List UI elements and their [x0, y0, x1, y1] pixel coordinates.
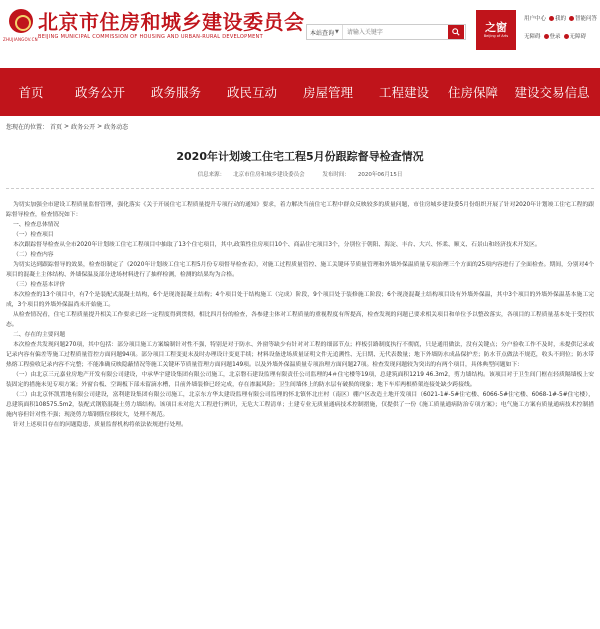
barrier-free-link[interactable] [564, 32, 587, 40]
nav-item-gov-services[interactable]: 政务服务 [150, 85, 201, 100]
user-link-label: 无障碍 [569, 34, 587, 40]
chat-icon [569, 16, 574, 21]
article-paragraph: （二）由北京怀凯置地有限公司建设，富利建设集团有限公司施工，北京东方华太建设监理有限公司监理的怀北镇怀北庄村（南区）棚户区改造土地开发项目（6021-1#-5#住宅楼、6066-5#住宅楼、6068-1#-5#住宅楼），总建筑面积108575.5m2，装配式钢筋混凝土剪力墙结构。该项目未对危大工程进行辨识，无危大工程清单；土建专业无质量通病技术控制措施，仅提供了一份《施工质量通病防治专项方案》；电气施工方案有质量通病技术控制措施内容但针对性不强；现浇剪力墙钢筋位移较大，处理不规范。 [6, 392, 594, 418]
nav-item-construction[interactable]: 工程建设 [378, 85, 429, 100]
nav-item-housing-security[interactable]: 住房保障 [447, 85, 498, 100]
article-paragraph: 针对上述项目存在的问题隐患，质量监督机构将依法依规进行处理。 [12, 422, 187, 428]
breadcrumb-gov-news[interactable]: 政务动态 [104, 124, 129, 131]
article-paragraph: （一）由北京三元嘉业房地产开发有限公司建设，中承华宇建设集团有限公司施工，北京磐石建设监理有限责任公司监理的4＃住宅楼等19项，总建筑面积1219 46.3m2，剪力墙结构。该项目对于卫生间门框在轻质隔墙板上安装固定的措施未见专项方案；外窗台板、空调板下部未留滴水槽，目前外墙装修已经完成，存在渗漏风险；卫生间墙体上的防水层有破损的现象；地下车库两根桥架连接处缺少跨接线。 [6, 372, 594, 388]
user-links-row [524, 14, 598, 22]
meta-source-value: 北京市住房和城乡建设委员会 [233, 172, 305, 178]
smart-qa-link[interactable] [569, 14, 597, 22]
title-divider [6, 188, 594, 189]
login-link[interactable] [544, 32, 561, 40]
section-heading: 二、存在的主要问题 [12, 332, 66, 338]
article-meta [0, 170, 600, 178]
search-scope-label: 本站查询 [310, 29, 335, 37]
user-link-label: 无障碍 [524, 34, 541, 40]
seal-main-text: 之窗 [485, 20, 507, 34]
search-icon [452, 28, 460, 36]
login-icon [544, 34, 549, 39]
site-title[interactable]: 北京市住房和城乡建设委员会 [38, 10, 305, 34]
article-title: 2020年计划竣工住宅工程5月份跟踪督导检查情况 [176, 150, 424, 163]
search-input[interactable] [343, 25, 448, 39]
article-paragraph: 本次检查的13个项目中，有7个是装配式混凝土结构，6个是现浇混凝土结构；4个项目处于结构施工（完成）阶段，9个项目处于装修施工阶段；6个现浇混凝土结构项目设有外墙外保温，其中3个项目的外墙外保温基本施工完成，3个项目的外墙外保温尚未开始施工。 [6, 292, 594, 308]
breadcrumb-separator: > [64, 123, 70, 130]
user-link-label: 用户中心 [524, 16, 547, 22]
article-paragraph: 为切实达到跟踪督导的效果，检查组制定了《2020年计划竣工住宅工程5月份专项督导检查表》，对施工过程质量管控、施工关键环节质量管理和外墙外保温质量专项治理三个方面的25项内容进行了全面检查。期间，分别对4个项目的混凝土主体结构、外墙保温及部分进场材料进行了抽样检测，检测的结果均为合格。 [6, 262, 594, 278]
nav-item-gov-affairs[interactable]: 政务公开 [74, 85, 125, 100]
article-paragraph: 为切实加强全市建设工程质量监督管理，强化落实《关于开展住宅工程质量提升专项行动的通知》要求，着力解决当前住宅工程中群众反映较多的质量问题，市住房城乡建设委5月份组织开展了针对2020年计划竣工住宅工程的跟踪督导检查，检查情况如下： [6, 202, 594, 218]
breadcrumb-prefix: 您现在的位置： [6, 124, 49, 131]
search-button[interactable] [448, 25, 464, 39]
article-paragraph: 本次跟踪督导检查从全市2020年计划竣工住宅工程项目中抽取了13个住宅项目，其中,政策性住房项目10个、商品住宅项目3个，分别位于朝阳、海淀、丰台、大兴、怀柔、顺义、石景山和经济技术开发区。 [12, 242, 541, 248]
nav-item-trading-info[interactable]: 建设交易信息 [514, 85, 590, 100]
meta-date-label: 发布时间： [322, 172, 350, 178]
section-heading: 一、检查总体情况 [12, 222, 60, 228]
main-nav [0, 68, 600, 116]
user-links-row [524, 32, 598, 40]
capital-window-seal[interactable] [476, 10, 516, 50]
user-icon [549, 16, 554, 21]
chevron-down-icon: ▼ [335, 29, 339, 35]
logo-domain-text: ZHUJIANGOV.CN [3, 37, 38, 42]
meta-source [194, 172, 309, 178]
user-link-label: 登录 [549, 34, 561, 40]
breadcrumb-gov-affairs[interactable]: 政务公开 [71, 124, 96, 131]
user-links [524, 14, 598, 50]
nav-item-home[interactable]: 首页 [18, 85, 44, 100]
search-box [306, 24, 466, 40]
article-body [6, 200, 594, 430]
mine-link[interactable] [549, 14, 566, 22]
section-heading: （二）检查内容 [12, 252, 54, 258]
nav-item-interaction[interactable]: 政民互动 [226, 85, 277, 100]
article-paragraph: 本次检查共发现问题270项，其中包括：部分项目施工方案编制针对性不强，特别是对于防水、外窗等缺少有针对对工程的细部节点；样板引路制度执行不彻底，只是通用做法，没有关键点；分户验收工作不及时，未提供记录或记录内容有偏差等施工过程质量管控方面问题94项。部分项目工程变更未及时办理设计变更手续；材料设备进场质量证明文件无追溯性、无日期、无代表数量；地下外墙防水成品保护差；防水节点做法不规范，收头不到位；防水带热熔工程验收记录内容不完整；不能准确反映隐蔽情况等施工关键环节质量管理方面问题149项。以及外墙外保温质量专项治理方面问题27项。检查发现问题较为突出的有两个项目，具体典型问题如下： [6, 342, 594, 368]
accessibility-icon [564, 34, 569, 39]
breadcrumb-home[interactable]: 首页 [50, 124, 63, 131]
seal-sub-text: Beijing of Arts [483, 33, 509, 38]
search-scope-select[interactable] [307, 25, 343, 39]
site-header [0, 0, 600, 68]
article-paragraph: 从检查情况看，住宅工程质量提升相关工作要求已经一定程度得到贯彻，相比四月份的检查，各参建主体对工程质量的重视程度有所提高，检查发现的问题已要求相关项目和单位予以整改落实，各项目的工程质量基本处于受控状态。 [6, 312, 594, 328]
article-container [0, 134, 600, 629]
meta-date-value: 2020年06月15日 [357, 172, 403, 178]
government-emblem-icon[interactable] [9, 9, 33, 33]
user-link-label: 智能问答 [575, 16, 598, 22]
accessibility-link[interactable] [524, 32, 541, 40]
section-heading: （一）检查项目 [12, 232, 54, 238]
user-link-label: 我的 [555, 16, 567, 22]
breadcrumb-separator: > [97, 123, 103, 130]
breadcrumb [6, 122, 128, 131]
meta-source-label: 信息来源： [197, 172, 226, 178]
meta-date [318, 172, 406, 178]
nav-item-housing[interactable]: 房屋管理 [302, 85, 353, 100]
user-center-link[interactable] [524, 14, 546, 22]
site-subtitle: BEIJING MUNICIPAL COMMISSION OF HOUSING AND URBAN-RURAL DEVELOPMENT [38, 34, 263, 40]
section-heading: （三）检查基本评价 [12, 282, 66, 288]
